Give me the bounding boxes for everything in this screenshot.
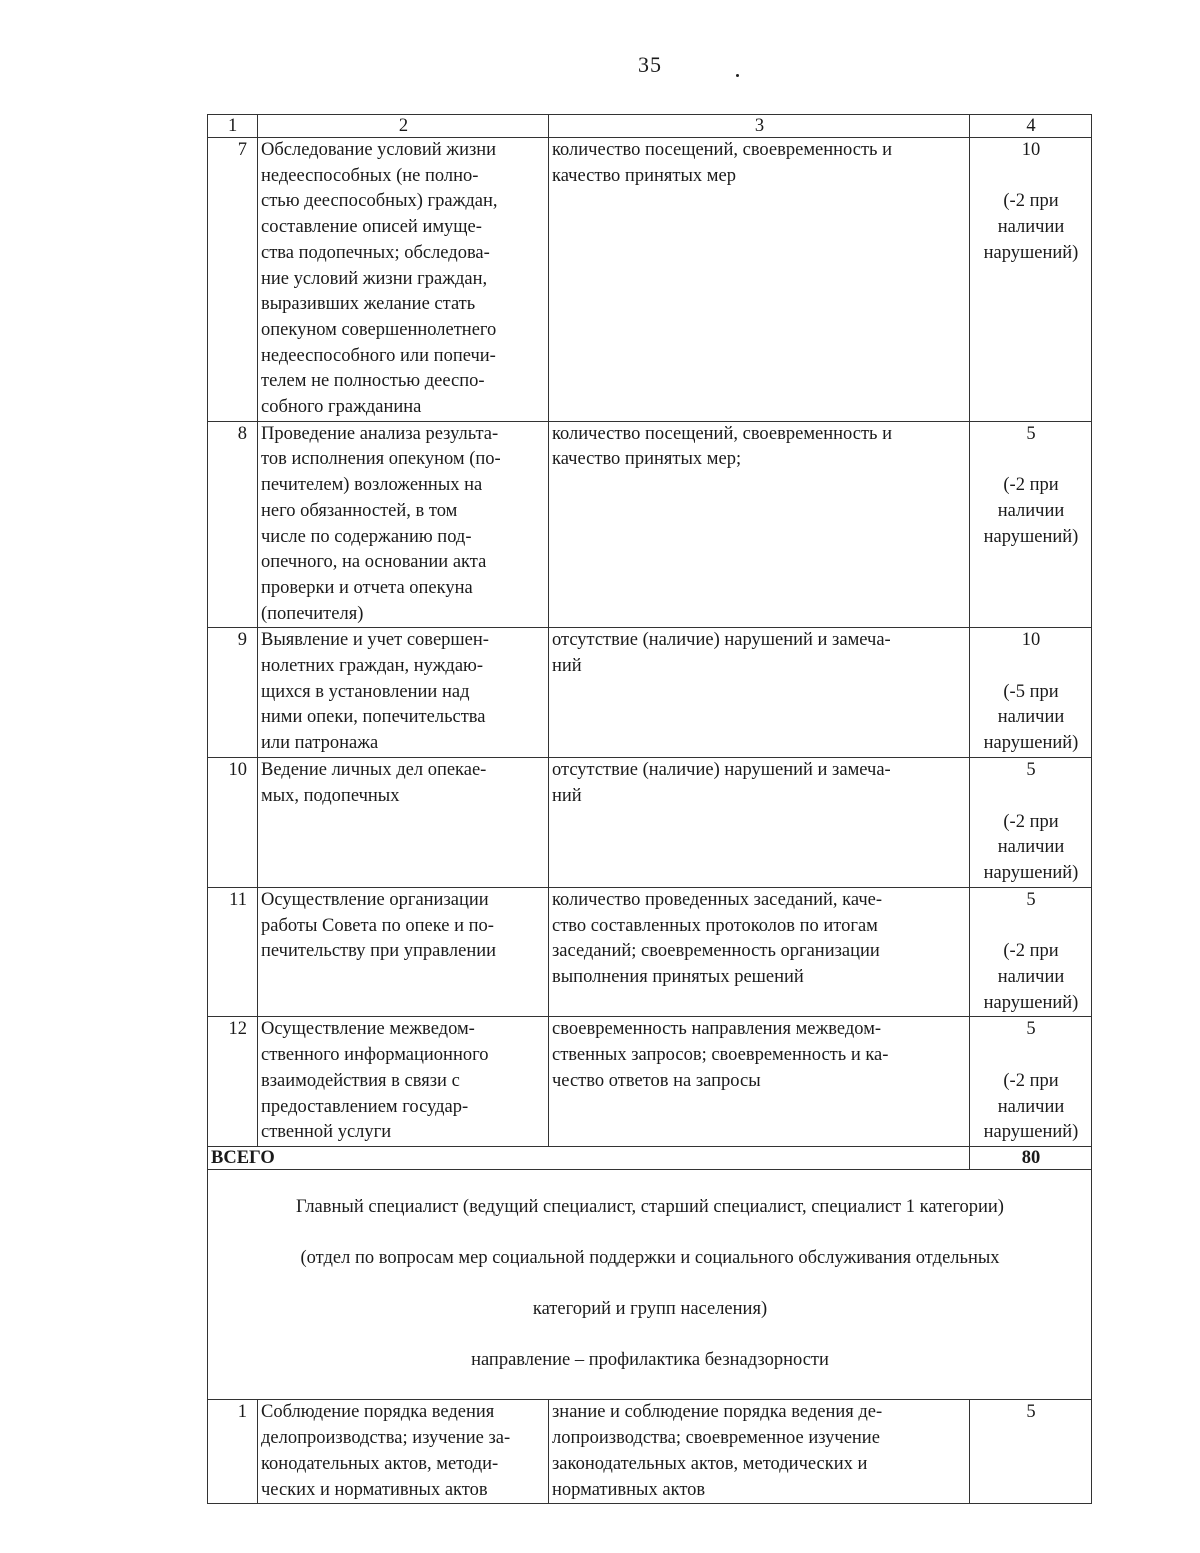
row-action: Осуществление межведом- ственного информационного взаимодействия в связи с предоставлением государ- ственной услуги [258,1017,549,1147]
row-score: 5 (-2 при наличии нарушений) [970,421,1092,628]
section-heading-line: (отдел по вопросам мер социальной поддержки и социального обслуживания отдельных [300,1248,1000,1269]
row-number: 10 [208,758,258,888]
page-number: 35 [638,52,662,77]
total-label: ВСЕГО [208,1146,970,1169]
row-action: Ведение личных дел опекае- мых, подопечных [258,758,549,888]
row-criteria: отсутствие (наличие) нарушений и замеча- ний [549,628,970,758]
row-number: 1 [208,1400,258,1504]
table-row [208,421,1092,628]
row-criteria: своевременность направления межведом- ственных запросов; своевременность и ка- чество ответов на запросы [549,1017,970,1147]
row-score: 5 (-2 при наличии нарушений) [970,758,1092,888]
section-heading-line: категорий и групп населения) [532,1299,768,1320]
row-criteria: количество посещений, своевременность и качество принятых мер; [549,421,970,628]
table-header-row [208,115,1092,138]
total-value: 80 [970,1146,1092,1169]
row-action: Обследование условий жизни недееспособных (не полно- стью дееспособных) граждан, составление описей имуще- ства подопечных; обследова- ние условий жизни граждан, выразивших желание стать опекуном совершеннолетнего недееспособного или попечи- телем не полностью дееспо- собного гражданина [258,138,549,422]
total-row [208,1146,1092,1169]
table-row [208,138,1092,422]
header-col-3: 3 [549,115,970,138]
row-criteria: количество посещений, своевременность и качество принятых мер [549,138,970,422]
table-row [208,1400,1092,1504]
row-number: 8 [208,421,258,628]
row-action: Проведение анализа результа- тов исполнения опекуном (по- печителем) возложенных на него обязанностей, в том числе по содержанию под- опечного, на основании акта проверки и отчета опекуна (попечителя) [258,421,549,628]
row-action: Соблюдение порядка ведения делопроизводства; изучение за- конодательных актов, методи- ческих и нормативных актов [258,1400,549,1504]
row-score: 10 (-2 при наличии нарушений) [970,138,1092,422]
header-col-2: 2 [258,115,549,138]
row-number: 11 [208,887,258,1017]
table-row [208,758,1092,888]
row-action: Осуществление организации работы Совета по опеке и по- печительству при управлении [258,887,549,1017]
row-score: 5 (-2 при наличии нарушений) [970,1017,1092,1147]
row-score: 10 (-5 при наличии нарушений) [970,628,1092,758]
section-heading-row [208,1169,1092,1400]
row-criteria: отсутствие (наличие) нарушений и замеча- ний [549,758,970,888]
row-number: 9 [208,628,258,758]
row-criteria: знание и соблюдение порядка ведения де- лопроизводства; своевременное изучение законодательных актов, методических и нормативных актов [549,1400,970,1504]
row-score: 5 (-2 при наличии нарушений) [970,887,1092,1017]
header-col-1: 1 [208,115,258,138]
row-score: 5 [970,1400,1092,1504]
row-number: 12 [208,1017,258,1147]
table-row [208,887,1092,1017]
row-criteria: количество проведенных заседаний, каче- ство составленных протоколов по итогам заседаний; своевременность организации выполнения принятых решений [549,887,970,1017]
section-direction-line: направление – профилактика безнадзорности [471,1350,829,1371]
row-number: 7 [208,138,258,422]
header-col-4: 4 [970,115,1092,138]
row-action: Выявление и учет совершен- нолетних граждан, нуждаю- щихся в установлении над ними опеки, попечительства или патронажа [258,628,549,758]
table-row [208,628,1092,758]
section-heading [208,1169,1092,1400]
scan-artifact-dot [736,74,739,77]
evaluation-table [207,114,1092,1504]
section-heading-line: Главный специалист (ведущий специалист, старший специалист, специалист 1 категории) [296,1197,1004,1218]
table-row [208,1017,1092,1147]
